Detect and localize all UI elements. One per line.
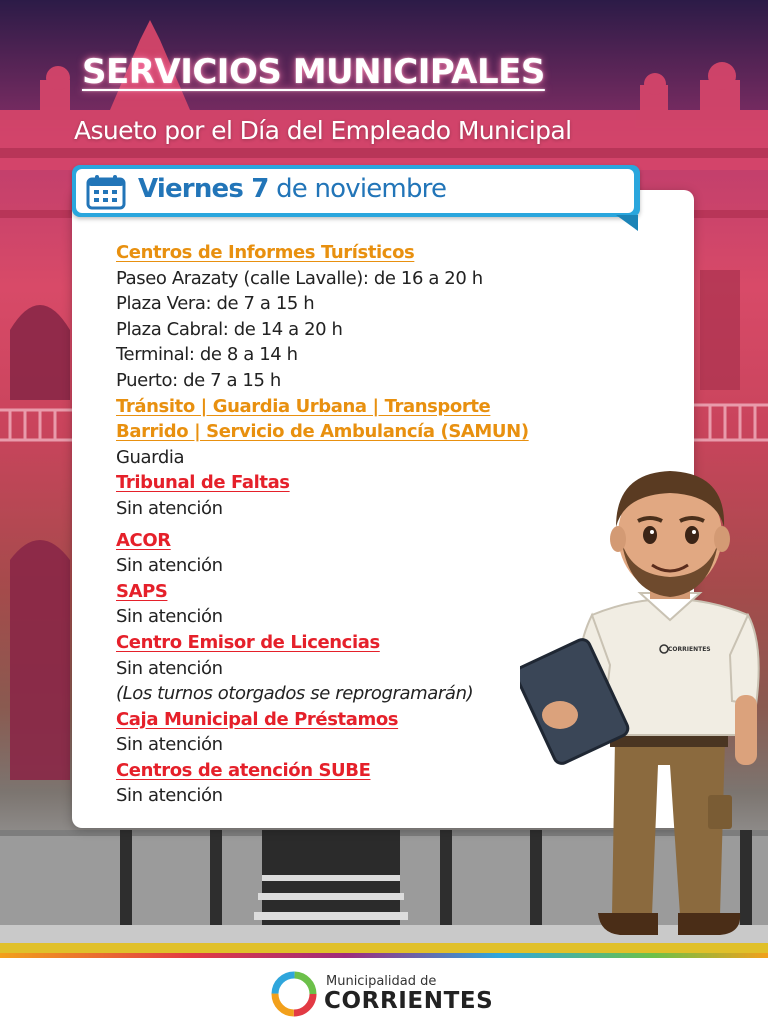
service-heading: ACOR: [116, 529, 171, 551]
date-weekday: Viernes 7: [138, 174, 269, 204]
service-detail: Paseo Arazaty (calle Lavalle): de 16 a 20 h: [116, 267, 483, 289]
service-detail: Plaza Vera: de 7 a 15 h: [116, 293, 315, 315]
service-heading: Tránsito | Guardia Urbana | Transporte: [116, 395, 491, 417]
service-detail: Sin atención: [116, 555, 223, 577]
service-heading: Centro Emisor de Licencias: [116, 631, 380, 653]
municipal-employee-illustration: [520, 465, 768, 960]
date-rest: de noviembre: [276, 174, 447, 204]
service-heading: Centros de atención SUBE: [116, 759, 371, 781]
service-heading: Tribunal de Faltas: [116, 472, 290, 494]
service-detail: Guardia: [116, 446, 185, 468]
page-subtitle: Asueto por el Día del Empleado Municipal: [74, 116, 572, 145]
logo-small-text: Municipalidad de: [326, 974, 437, 989]
logo-big-text: CORRIENTES: [324, 988, 494, 1014]
service-detail: Puerto: de 7 a 15 h: [116, 369, 281, 391]
calendar-icon: [86, 174, 126, 210]
service-detail: Sin atención: [116, 497, 223, 519]
service-detail: Terminal: de 8 a 14 h: [116, 344, 298, 366]
shirt-logo-text: CORRIENTES: [668, 646, 711, 653]
service-detail: Sin atención: [116, 734, 223, 756]
service-heading: Barrido | Servicio de Ambulancía (SAMUN): [116, 421, 529, 443]
date-label: [138, 174, 446, 204]
service-detail: Sin atención: [116, 606, 223, 628]
service-heading: Caja Municipal de Préstamos: [116, 708, 399, 730]
date-banner: [72, 165, 640, 217]
service-detail: Plaza Cabral: de 14 a 20 h: [116, 318, 343, 340]
municipal-logo-icon: [270, 970, 318, 1018]
date-banner-inner: [76, 169, 634, 213]
service-note: (Los turnos otorgados se reprogramarán): [116, 683, 474, 705]
service-heading: Centros de Informes Turísticos: [116, 242, 415, 263]
service-heading: SAPS: [116, 580, 168, 602]
service-detail: Sin atención: [116, 657, 223, 679]
service-detail: Sin atención: [116, 785, 223, 807]
page-title: SERVICIOS MUNICIPALES: [82, 52, 545, 92]
